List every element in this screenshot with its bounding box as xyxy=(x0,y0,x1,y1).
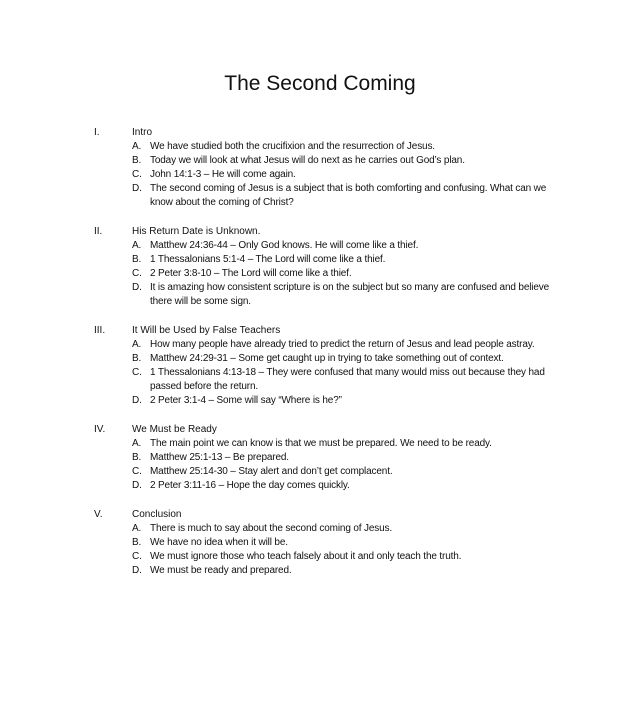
item-text: 2 Peter 3:1-4 – Some will say “Where is he?” xyxy=(150,395,342,406)
outline-item xyxy=(0,140,565,154)
item-letter: A. xyxy=(132,339,142,350)
item-text: We have no idea when it will be. xyxy=(150,537,288,548)
outline-item xyxy=(0,154,565,168)
section-numeral: IV. xyxy=(94,424,106,435)
outline-item xyxy=(0,239,565,253)
outline-item xyxy=(0,522,565,536)
item-text: 2 Peter 3:11-16 – Hope the day comes quickly. xyxy=(150,480,350,491)
item-letter: A. xyxy=(132,438,142,449)
section-numeral: III. xyxy=(94,325,106,336)
item-letter: B. xyxy=(132,537,142,548)
outline-item xyxy=(0,366,565,394)
outline-item xyxy=(0,168,565,182)
section-numeral: V. xyxy=(94,509,103,520)
item-letter: D. xyxy=(132,480,142,491)
item-text: The main point we can know is that we must be prepared. We need to be ready. xyxy=(150,438,492,449)
item-letter: C. xyxy=(132,367,142,378)
outline-item xyxy=(0,267,565,281)
item-letter: D. xyxy=(132,282,142,293)
outline-item xyxy=(0,352,565,366)
item-text: We must ignore those who teach falsely about it and only teach the truth. xyxy=(150,551,462,562)
document-title: The Second Coming xyxy=(224,72,416,95)
outline-item xyxy=(0,536,565,550)
item-text: 1 Thessalonians 4:13-18 – They were confused that many would miss out because they had passed before the return. xyxy=(150,367,545,392)
section-header xyxy=(0,423,640,437)
section-heading: Conclusion xyxy=(132,509,182,520)
item-text: There is much to say about the second coming of Jesus. xyxy=(150,523,393,534)
item-letter: C. xyxy=(132,268,142,279)
item-text: Matthew 25:14-30 – Stay alert and don’t get complacent. xyxy=(150,466,393,477)
outline-item xyxy=(0,479,565,493)
item-text: The second coming of Jesus is a subject that is both comforting and confusing. What can we know about the coming of Christ? xyxy=(150,183,547,208)
section-numeral: II. xyxy=(94,226,103,237)
section-heading: We Must be Ready xyxy=(132,424,217,435)
section-heading: Intro xyxy=(132,127,153,138)
outline-item xyxy=(0,465,565,479)
item-letter: A. xyxy=(132,523,142,534)
outline-section xyxy=(0,126,640,210)
item-letter: C. xyxy=(132,466,142,477)
item-text: John 14:1-3 – He will come again. xyxy=(150,169,296,180)
outline-section xyxy=(0,423,640,493)
item-text: Matthew 25:1-13 – Be prepared. xyxy=(150,452,289,463)
outline-item xyxy=(0,253,565,267)
item-letter: D. xyxy=(132,395,142,406)
section-header xyxy=(0,126,640,140)
section-header xyxy=(0,508,640,522)
item-letter: C. xyxy=(132,169,142,180)
item-letter: B. xyxy=(132,254,142,265)
section-numeral: I. xyxy=(94,127,100,138)
outline-section xyxy=(0,324,640,408)
item-letter: D. xyxy=(132,183,142,194)
item-letter: B. xyxy=(132,353,142,364)
item-text: Today we will look at what Jesus will do next as he carries out God’s plan. xyxy=(150,155,465,166)
item-letter: B. xyxy=(132,155,142,166)
item-text: Matthew 24:36-44 – Only God knows. He will come like a thief. xyxy=(150,240,419,251)
section-heading: His Return Date is Unknown. xyxy=(132,226,261,237)
section-header xyxy=(0,324,640,338)
item-text: 1 Thessalonians 5:1-4 – The Lord will come like a thief. xyxy=(150,254,386,265)
item-letter: A. xyxy=(132,141,142,152)
outline-item xyxy=(0,338,565,352)
item-letter: C. xyxy=(132,551,142,562)
item-text: It is amazing how consistent scripture is on the subject but so many are confused and believe there will be some sign. xyxy=(150,282,550,307)
outline-item xyxy=(0,451,565,465)
outline xyxy=(0,126,640,593)
item-text: We must be ready and prepared. xyxy=(150,565,292,576)
item-text: We have studied both the crucifixion and the resurrection of Jesus. xyxy=(150,141,435,152)
item-letter: B. xyxy=(132,452,142,463)
section-header xyxy=(0,225,640,239)
outline-item xyxy=(0,394,565,408)
outline-section xyxy=(0,225,640,309)
outline-section xyxy=(0,508,640,578)
item-letter: D. xyxy=(132,565,142,576)
outline-item xyxy=(0,281,565,309)
item-text: 2 Peter 3:8-10 – The Lord will come like a thief. xyxy=(150,268,352,279)
outline-item xyxy=(0,437,565,451)
item-letter: A. xyxy=(132,240,142,251)
outline-item xyxy=(0,564,565,578)
section-heading: It Will be Used by False Teachers xyxy=(132,325,281,336)
outline-item xyxy=(0,182,565,210)
item-text: Matthew 24:29-31 – Some get caught up in trying to take something out of context. xyxy=(150,353,504,364)
item-text: How many people have already tried to predict the return of Jesus and lead people astray. xyxy=(150,339,535,350)
outline-item xyxy=(0,550,565,564)
